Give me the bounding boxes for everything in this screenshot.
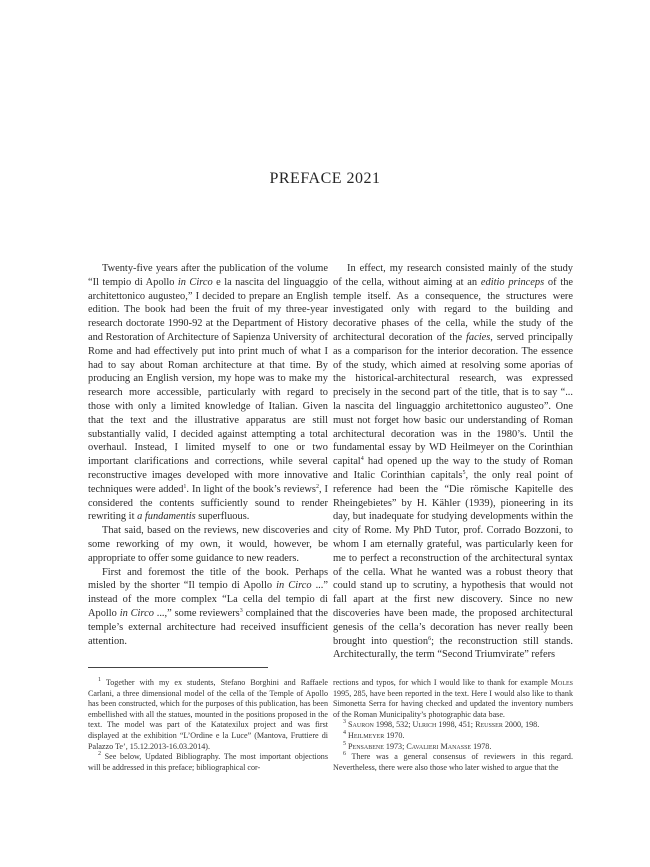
footnote-ref: 5 bbox=[462, 469, 466, 476]
paragraph: In effect, my research consisted mainly of the study of the cella, without aiming at an editio princeps of the temple itself. As a consequence, the structures were investigated only with regard to the building and decorative phases of the cella, while the study of the architectural decoration of the facies, served principally as a comparison for the interior decoration. The essence of the study, which aimed at resolving some aporias of the historical-architectural research, was expressed precisely in the second part of the title, that is to say “... la nascita del linguaggio architettonico augusteo”. One must not forget how basic our understanding of Roman architectural decoration was in the 1980’s. Until the fundamental essay by WD Heilmeyer on the Corinthian capital$^4$ had opened up the way to the study of Roman and Italic Corinthian capitals$^5$, the only real point of reference had been the “Die römische Kapitelle des Rheingebietes” by H. Kähler (1939), pioneering in its day, but inadequate for studying developments within the city of Rome. My PhD Tutor, prof. Corrado Bozzoni, to whom I am eternally grateful, was particularly keen for me to perfect a reconstruction of the architectural syntax of the cella. What he wanted was a robust theory that could stand up to scrutiny, a hypothesis that would not fall apart at the first new discovery. Since no new discoveries have been made, the proposed architectural genesis of the cella’s decoration has never really been brought into question$^6$; the reconstruction still stands. Architecturally, the term “Second Triumvirate” refers bbox=[333, 263, 574, 661]
footnote: $^1$ Together with my ex students, Stefano Borghini and Raffaele Carlani, a three dimensional model of the cella of the Temple of Apollo has been constructed, which for the purposes of this publication, has been embellished with all the statues, mounted in the positions proposed in the text. The model was part of the Katatexilux project and was first displayed at the exhibition “L’Ordine e la Luce” (Mantova, Fruttiere di Palazzo Te’, 15.12.2013-16.03.2014). bbox=[88, 677, 328, 751]
paragraph: Twenty-five years after the publication of the volume “Il tempio di Apollo in Circo e la nascita del linguaggio architettonico augusteo,” I decided to prepare an English edition. The book had been the fruit of my three-year research doctorate 1990-92 at the Department of History and Restoration of Architecture of Sapienza University of Rome and had effectively put into print much of what I had to say about Roman architecture at that time. By producing an English version, my hope was to make my research more accessible, particularly with regard to those with only a limited knowledge of Italian. Given that the text and the illustrative apparatus are still substantially valid, I decided against attempting a total overhaul. Instead, I limited myself to one or two important clarifications and corrections, while several reconstructive images developed with more innovative techniques were added$^1$. In light of the book’s reviews$^2$, I considered the contents sufficiently sound to render rewriting it a fundamentis superfluous. bbox=[88, 263, 329, 523]
footnote-ref: 4 bbox=[360, 456, 364, 463]
footnotes-right bbox=[333, 678, 573, 773]
right-text-column bbox=[333, 262, 573, 662]
footnote-continuation: rections and typos, for which I would like to thank for example Moles 1995, 285, have been reported in the text. Here I would also like to thank Simonetta Serra for having checked and updated the inventory numbers of the Roman Municipality’s photographic data base. bbox=[333, 678, 573, 719]
footnote-ref: 1 bbox=[183, 483, 187, 490]
paragraph: That said, based on the reviews, new discoveries and some reworking of my own, it would, however, be appropriate to offer some guidance to new readers. bbox=[88, 525, 328, 564]
paragraph: First and foremost the title of the book. Perhaps misled by the shorter “Il tempio di Apollo in Circo ...” instead of the more complex “La cella del tempio di Apollo in Circo ...,” some reviewers$^3$ complained that the temple’s external architecture had received insufficient attention. bbox=[88, 566, 328, 647]
left-text-column bbox=[88, 262, 328, 648]
footnote-ref: 2 bbox=[315, 483, 319, 490]
footnote: $^5$ Pensabene 1973; Cavalieri Manasse 1978. bbox=[343, 740, 492, 751]
footnote: $^4$ Heilmeyer 1970. bbox=[343, 729, 405, 740]
footnote-ref: 6 bbox=[428, 635, 432, 642]
footnote-ref: 3 bbox=[239, 607, 243, 614]
footnotes-left bbox=[88, 678, 328, 773]
page-title: PREFACE 2021 bbox=[269, 170, 381, 187]
footnote: $^3$ Sauron 1998, 532; Ulrich 1998, 451; Reusser 2000, 198. bbox=[343, 719, 540, 730]
footnote: $^2$ See below, Updated Bibliography. The most important objections will be addressed in this preface; bibliographical cor- bbox=[88, 751, 328, 772]
footnote-separator bbox=[88, 667, 268, 668]
footnote: $^6$ There was a general consensus of reviewers in this regard. Nevertheless, there were also those who later wished to argue that the bbox=[333, 751, 573, 772]
